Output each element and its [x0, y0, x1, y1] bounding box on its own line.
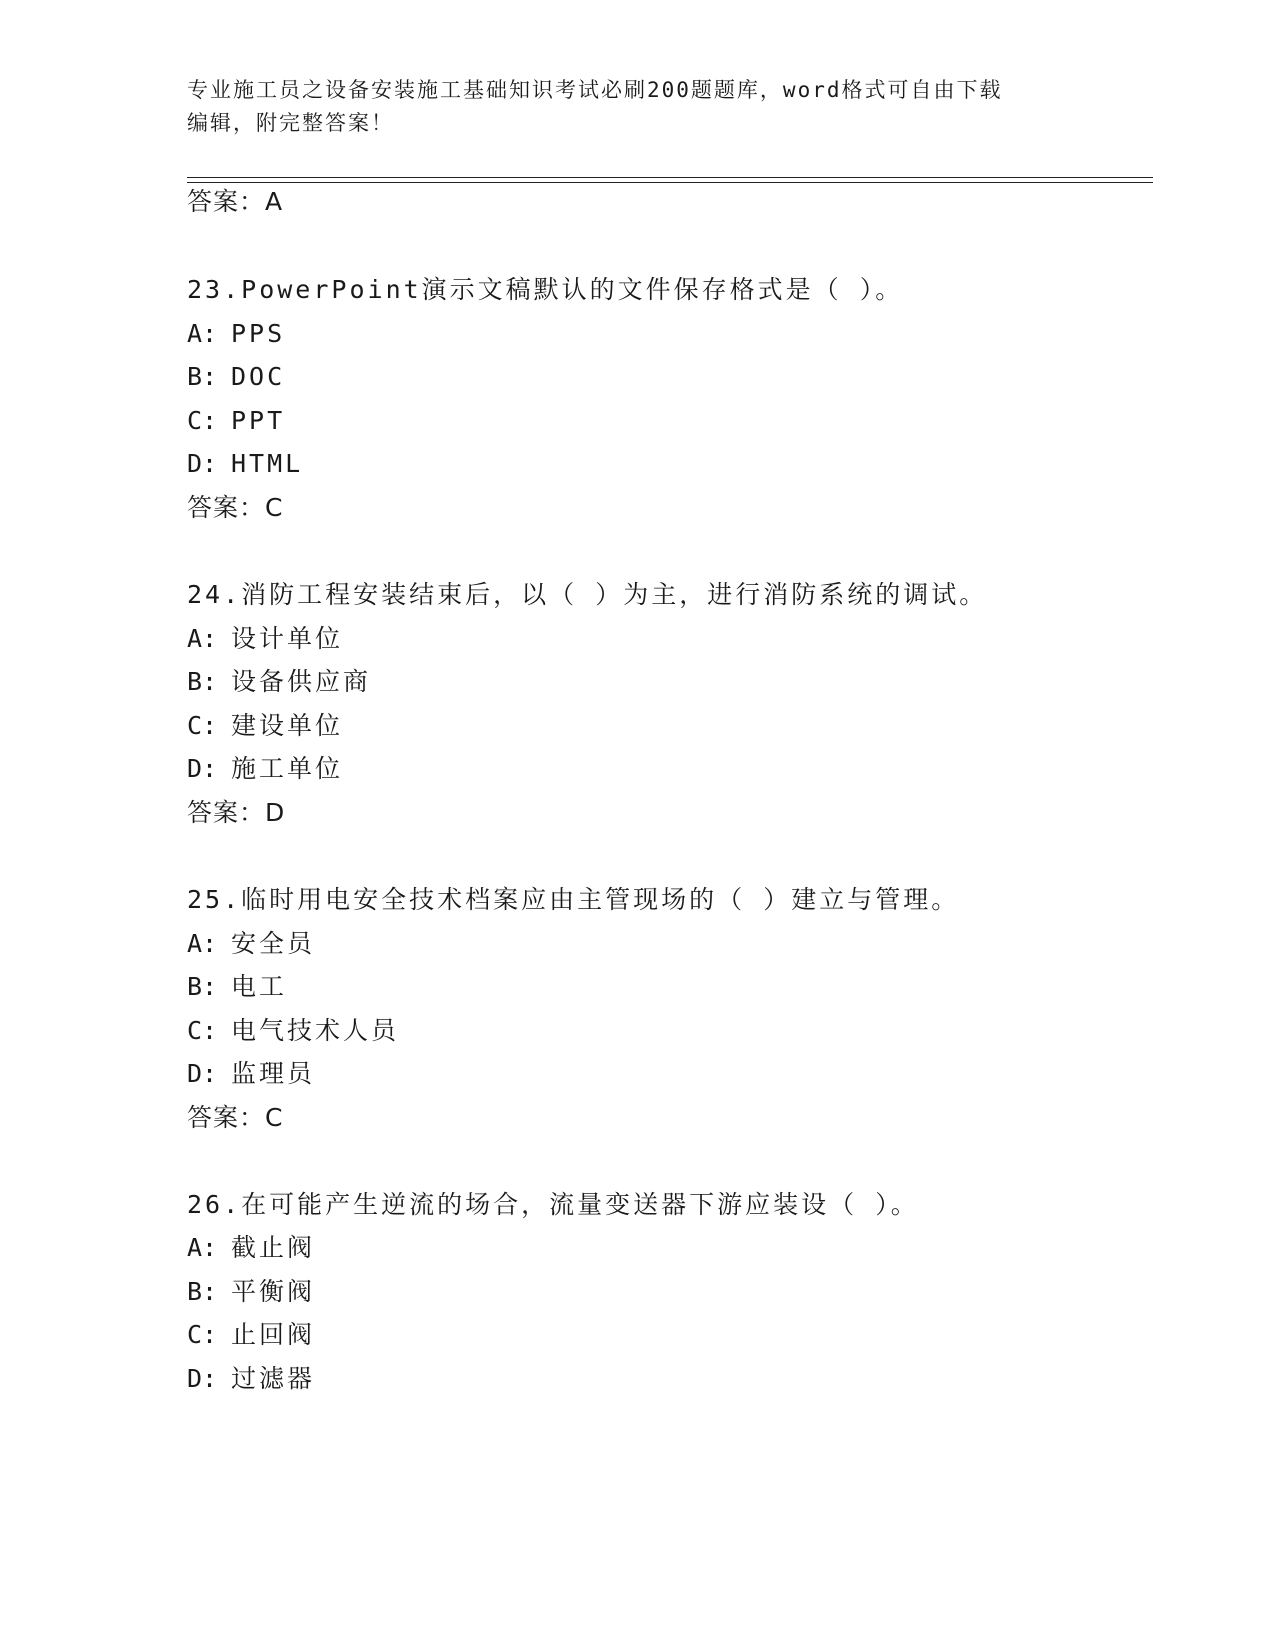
- option-text: 过滤器: [231, 1364, 316, 1393]
- answer: 答案：C: [187, 493, 284, 522]
- option-d: [187, 753, 343, 785]
- option-label: D:: [187, 1364, 218, 1393]
- option-text: 设备供应商: [231, 667, 372, 696]
- option-d: [187, 1058, 315, 1090]
- option-label: B:: [187, 1277, 218, 1306]
- option-text: 安全员: [231, 929, 316, 958]
- option-label: C:: [187, 406, 218, 435]
- option-d: [187, 448, 303, 480]
- header-rule-bottom: [187, 182, 1153, 183]
- option-label: B:: [187, 667, 218, 696]
- option-a: [187, 1232, 315, 1264]
- option-text: PPT: [231, 406, 286, 435]
- option-b: [187, 666, 371, 698]
- question-stem: 24.消防工程安装结束后，以（ ）为主，进行消防系统的调试。: [187, 580, 988, 609]
- option-text: 电工: [231, 972, 288, 1001]
- option-a: [187, 623, 343, 655]
- option-text: 建设单位: [231, 711, 344, 740]
- answer: 答案：D: [187, 798, 286, 827]
- option-label: B:: [187, 362, 218, 391]
- question-stem: 25.临时用电安全技术档案应由主管现场的（ ）建立与管理。: [187, 885, 960, 914]
- option-c: [187, 1319, 315, 1351]
- option-label: D:: [187, 1059, 218, 1088]
- option-label: A:: [187, 929, 218, 958]
- option-b: [187, 361, 285, 393]
- document-header: [187, 74, 1067, 140]
- header-line-2: 编辑，附完整答案！: [187, 111, 394, 135]
- option-text: HTML: [231, 449, 304, 478]
- option-b: [187, 1276, 315, 1308]
- option-text: 平衡阀: [231, 1277, 316, 1306]
- option-text: DOC: [231, 362, 286, 391]
- option-a: [187, 928, 315, 960]
- option-a: [187, 318, 285, 350]
- option-c: [187, 405, 285, 437]
- option-label: C:: [187, 1016, 218, 1045]
- option-text: 止回阀: [231, 1320, 316, 1349]
- previous-answer: 答案：A: [187, 187, 284, 216]
- option-label: D:: [187, 449, 218, 478]
- option-text: 施工单位: [231, 754, 344, 783]
- option-label: A:: [187, 319, 218, 348]
- option-d: [187, 1363, 315, 1395]
- option-b: [187, 971, 287, 1003]
- option-text: 电气技术人员: [231, 1016, 400, 1045]
- option-text: PPS: [231, 319, 286, 348]
- option-label: C:: [187, 711, 218, 740]
- option-text: 监理员: [231, 1059, 316, 1088]
- question-stem: 23.PowerPoint演示文稿默认的文件保存格式是（ ）。: [187, 275, 904, 304]
- option-label: A:: [187, 1233, 218, 1262]
- option-label: D:: [187, 754, 218, 783]
- option-text: 设计单位: [231, 624, 344, 653]
- option-label: C:: [187, 1320, 218, 1349]
- option-c: [187, 710, 343, 742]
- question-stem: 26.在可能产生逆流的场合，流量变送器下游应装设（ ）。: [187, 1190, 919, 1219]
- option-label: B:: [187, 972, 218, 1001]
- header-line-1: 专业施工员之设备安装施工基础知识考试必刷200题题库，word格式可自由下载: [187, 78, 1003, 102]
- answer: 答案：C: [187, 1103, 284, 1132]
- option-label: A:: [187, 624, 218, 653]
- option-c: [187, 1015, 399, 1047]
- option-text: 截止阀: [231, 1233, 316, 1262]
- header-rule-top: [187, 177, 1153, 178]
